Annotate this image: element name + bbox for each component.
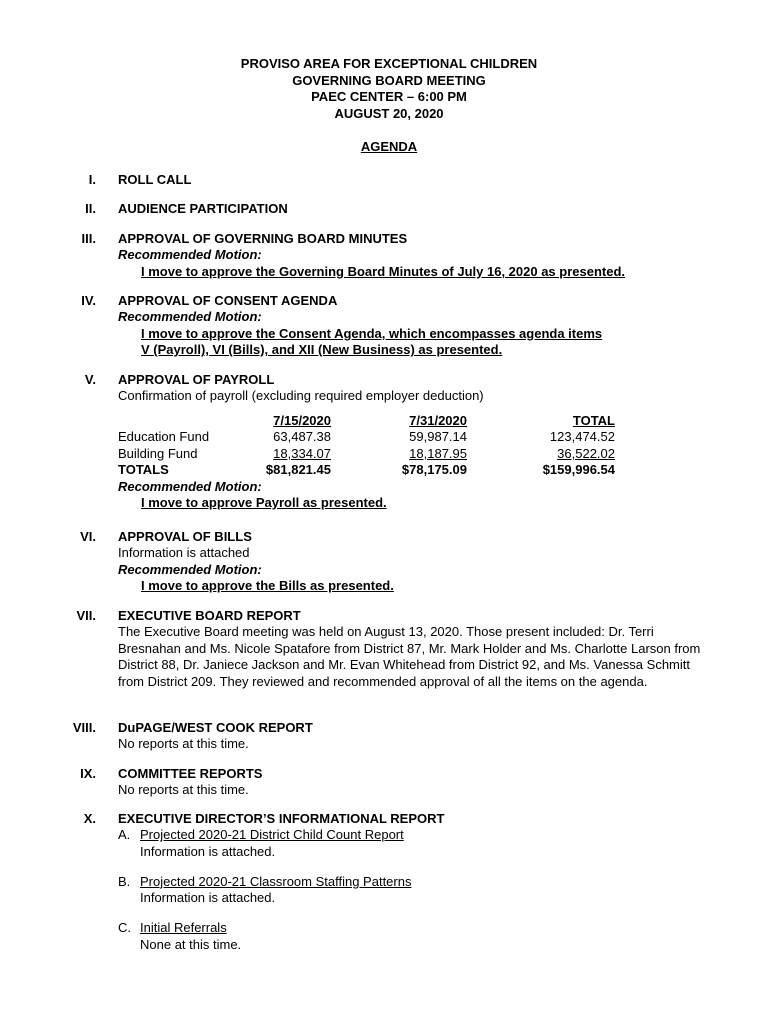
totals-row <box>118 462 638 479</box>
section-number: I. <box>88 172 96 187</box>
section-title: AUDIENCE PARTICIPATION <box>118 201 288 216</box>
section-board-minutes <box>0 231 770 280</box>
section-title: APPROVAL OF BILLS <box>118 529 252 544</box>
section-number: IV. <box>81 293 96 308</box>
recommended-motion-label: Recommended Motion: <box>118 478 262 494</box>
section-description: Confirmation of payroll (excluding required employer deduction) <box>118 388 484 404</box>
section-number: II. <box>85 201 96 216</box>
section-payroll <box>0 372 770 512</box>
section-number: IX. <box>80 766 96 781</box>
section-consent-agenda <box>0 293 770 359</box>
section-title: APPROVAL OF PAYROLL <box>118 372 275 387</box>
document-header <box>0 56 770 122</box>
section-description: Information is attached <box>118 545 250 561</box>
cell-value: 59,987.14 <box>409 429 467 445</box>
row-label: Building Fund <box>118 445 198 461</box>
table-row <box>118 446 638 463</box>
section-number: III. <box>81 231 96 246</box>
section-audience-participation <box>0 201 770 217</box>
item-description: Information is attached. <box>140 890 276 906</box>
section-title: APPROVAL OF CONSENT AGENDA <box>118 293 338 308</box>
section-title: APPROVAL OF GOVERNING BOARD MINUTES <box>118 231 408 246</box>
payroll-header-row <box>118 413 638 430</box>
agenda-title: AGENDA <box>360 139 418 154</box>
payroll-table <box>118 413 708 479</box>
section-description: No reports at this time. <box>118 782 249 798</box>
section-number: VI. <box>80 529 96 544</box>
section-number: V. <box>84 372 96 387</box>
meeting-location-time: PAEC CENTER – 6:00 PM <box>311 89 467 104</box>
recommended-motion-label: Recommended Motion: <box>118 247 262 263</box>
item-description: Information is attached. <box>140 843 276 859</box>
section-executive-director-report <box>0 811 770 953</box>
cell-value: $159,996.54 <box>542 462 615 478</box>
item-title: Projected 2020-21 District Child Count Report <box>140 827 404 843</box>
item-letter: B. <box>118 873 131 889</box>
cell-value: 123,474.52 <box>549 429 615 445</box>
row-label: Education Fund <box>118 429 210 445</box>
motion-text-line2: V (Payroll), VI (Bills), and XII (New Business) as presented. <box>141 342 503 358</box>
cell-value: $78,175.09 <box>401 462 467 478</box>
section-description: No reports at this time. <box>118 736 249 752</box>
meeting-name: GOVERNING BOARD MEETING <box>292 72 486 88</box>
section-roll-call <box>0 172 770 188</box>
org-name: PROVISO AREA FOR EXCEPTIONAL CHILDREN <box>240 56 538 71</box>
list-item <box>118 920 708 953</box>
cell-value: 36,522.02 <box>557 445 615 461</box>
item-letter: A. <box>118 827 131 843</box>
section-number: VII. <box>76 608 96 623</box>
table-row <box>118 429 638 446</box>
section-title: EXECUTIVE BOARD REPORT <box>118 608 301 623</box>
section-number: VIII. <box>72 720 96 735</box>
recommended-motion-label: Recommended Motion: <box>118 561 262 577</box>
list-item <box>118 827 708 860</box>
section-bills <box>0 529 770 595</box>
section-title: DuPAGE/WEST COOK REPORT <box>118 720 313 735</box>
section-committee-reports <box>0 766 770 799</box>
recommended-motion-label: Recommended Motion: <box>118 309 262 325</box>
section-dupage-report <box>0 720 770 753</box>
item-letter: C. <box>118 920 131 936</box>
row-label: TOTALS <box>118 462 169 478</box>
motion-text: I move to approve the Governing Board Minutes of July 16, 2020 as presented. <box>141 263 626 279</box>
motion-text: I move to approve Payroll as presented. <box>141 495 387 511</box>
col-header-date1: 7/15/2020 <box>273 412 331 428</box>
report-paragraph: The Executive Board meeting was held on August 13, 2020. Those present included: Dr. Terri Bresnahan and Ms. Nicole Spatafore from District 87, Mr. Mark Holder and Ms. Charlotte Larson from District 88, Dr. Janiece Jackson and Mr. Evan Whitehead from District 92, and Ms. Vanessa Schmitt from District 209. They reviewed and recommended approval of all the items on the agenda. <box>118 624 701 689</box>
list-item <box>118 874 708 907</box>
section-title: COMMITTEE REPORTS <box>118 766 263 781</box>
cell-value: $81,821.45 <box>265 462 331 478</box>
section-number: X. <box>83 811 96 826</box>
cell-value: 18,187.95 <box>409 445 467 461</box>
section-title: EXECUTIVE DIRECTOR’S INFORMATIONAL REPORT <box>118 811 445 826</box>
section-title: ROLL CALL <box>118 172 192 187</box>
col-header-date2: 7/31/2020 <box>409 412 467 428</box>
motion-text: I move to approve the Bills as presented. <box>141 578 394 594</box>
cell-value: 63,487.38 <box>273 429 331 445</box>
meeting-date: AUGUST 20, 2020 <box>334 105 444 121</box>
item-title: Initial Referrals <box>140 920 227 936</box>
col-header-total: TOTAL <box>572 412 615 428</box>
section-executive-board-report <box>0 608 770 690</box>
motion-text-line1: I move to approve the Consent Agenda, which encompasses agenda items <box>141 325 603 341</box>
item-title: Projected 2020-21 Classroom Staffing Patterns <box>140 873 412 889</box>
item-description: None at this time. <box>140 936 242 952</box>
cell-value: 18,334.07 <box>273 445 331 461</box>
